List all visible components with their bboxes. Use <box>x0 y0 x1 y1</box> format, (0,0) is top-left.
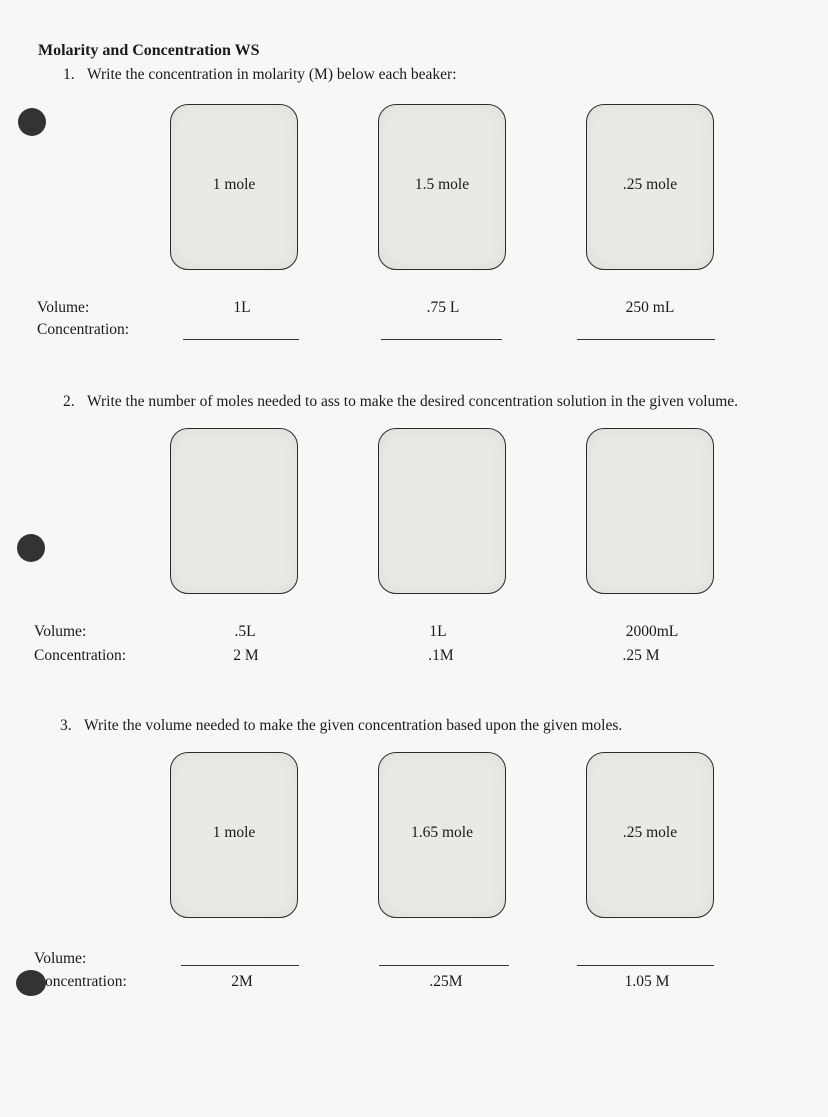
q1-beaker-2 <box>378 104 506 270</box>
binder-hole-bottom <box>16 970 46 996</box>
q3-beaker-2-moles: 1.65 mole <box>411 824 473 841</box>
worksheet-title: Molarity and Concentration WS <box>38 42 260 59</box>
q3-concentration-1: 2M <box>231 973 253 990</box>
q3-answer-blank-2[interactable] <box>379 965 509 966</box>
q1-answer-blank-1[interactable] <box>183 339 299 340</box>
q3-beaker-1-moles: 1 mole <box>212 824 256 841</box>
q3-concentration-3: 1.05 M <box>624 973 670 990</box>
q1-beaker-2-moles: 1.5 mole <box>414 176 470 193</box>
q2-beaker-1[interactable] <box>170 428 298 594</box>
question-2-number: 2. <box>63 393 75 410</box>
q1-answer-blank-3[interactable] <box>577 339 715 340</box>
q2-beaker-2[interactable] <box>378 428 506 594</box>
q3-beaker-3-moles: .25 mole <box>622 824 678 841</box>
q1-beaker-1 <box>170 104 298 270</box>
q1-beaker-3-moles: .25 mole <box>622 176 678 193</box>
binder-hole-top <box>18 108 46 136</box>
q1-volume-3: 250 mL <box>625 299 675 316</box>
q2-volume-2: 1L <box>429 623 447 640</box>
q1-volume-1: 1L <box>233 299 251 316</box>
q1-volume-label: Volume: <box>37 299 90 316</box>
question-2 <box>63 393 738 411</box>
q1-volume-2: .75 L <box>426 299 460 316</box>
question-1-number: 1. <box>63 66 75 83</box>
q2-concentration-3: .25 M <box>622 647 660 664</box>
q2-beaker-3[interactable] <box>586 428 714 594</box>
q2-concentration-label: Concentration: <box>34 647 127 664</box>
q2-volume-3: 2000mL <box>625 623 679 640</box>
q1-beaker-1-moles: 1 mole <box>212 176 256 193</box>
binder-hole-middle <box>17 534 45 562</box>
q1-concentration-label: Concentration: <box>37 321 130 338</box>
q3-answer-blank-1[interactable] <box>181 965 299 966</box>
q3-beaker-1 <box>170 752 298 918</box>
q3-beaker-3 <box>586 752 714 918</box>
q1-beaker-3 <box>586 104 714 270</box>
question-3 <box>60 717 622 735</box>
q2-concentration-2: .1M <box>428 647 454 664</box>
question-2-text: Write the number of moles needed to ass to make the desired concentration solution in the given volume. <box>87 393 739 410</box>
q2-volume-label: Volume: <box>34 623 87 640</box>
q3-concentration-label: oncentration: <box>45 973 127 990</box>
question-1-text: Write the concentration in molarity (M) below each beaker: <box>87 66 457 83</box>
question-3-number: 3. <box>60 717 72 734</box>
q3-beaker-2 <box>378 752 506 918</box>
q3-concentration-2: .25M <box>429 973 463 990</box>
question-1 <box>63 66 457 84</box>
q2-volume-1: .5L <box>234 623 256 640</box>
q1-answer-blank-2[interactable] <box>381 339 502 340</box>
q3-answer-blank-3[interactable] <box>577 965 714 966</box>
q2-concentration-1: 2 M <box>233 647 259 664</box>
question-3-text: Write the volume needed to make the given concentration based upon the given moles. <box>84 717 623 734</box>
q3-volume-label: Volume: <box>34 950 87 967</box>
